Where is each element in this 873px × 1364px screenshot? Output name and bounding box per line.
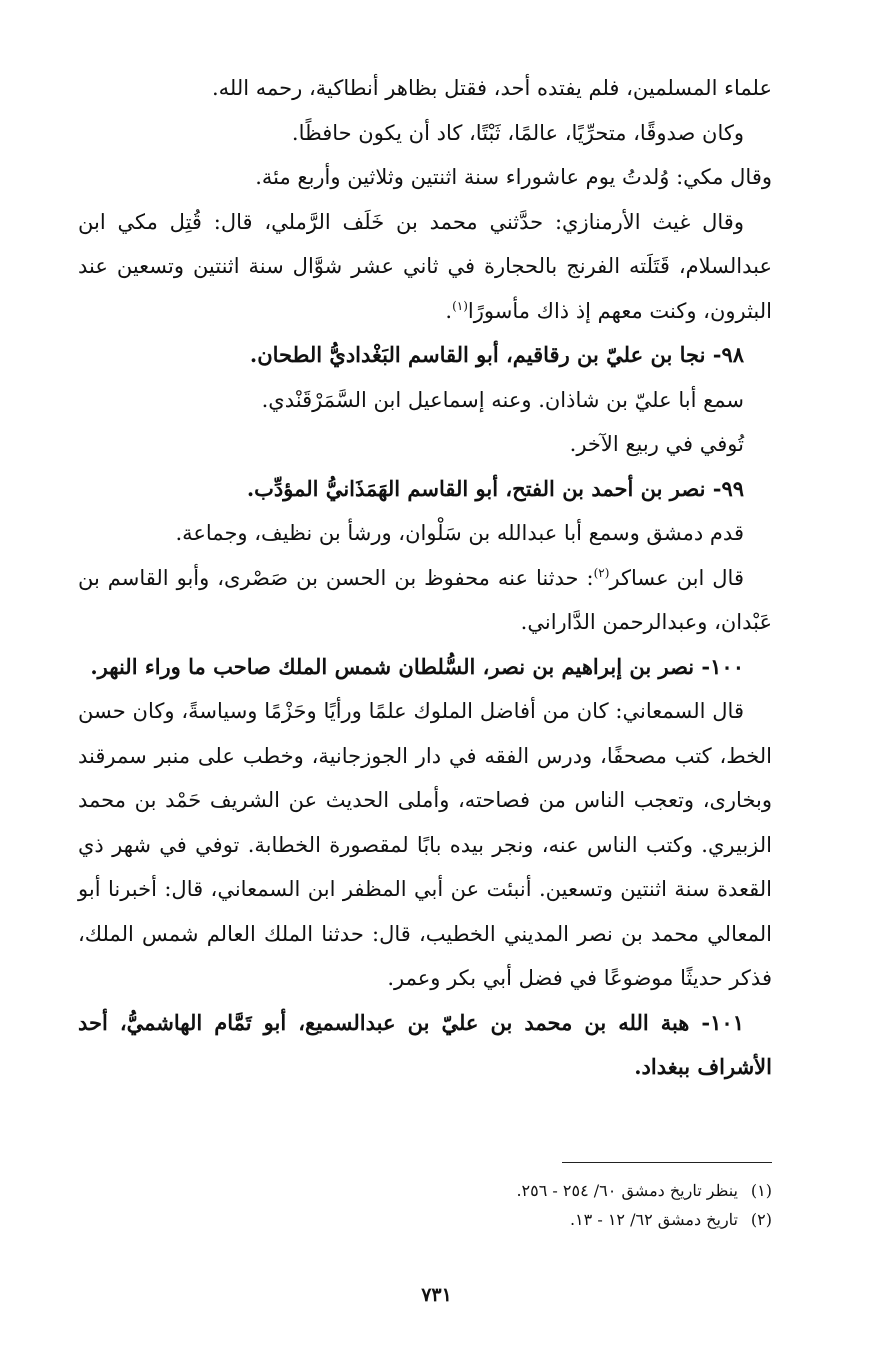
entry-98-paragraph-1: سمع أبا عليّ بن شاذان. وعنه إسماعيل ابن السَّمَرْقَنْدي. bbox=[261, 387, 744, 412]
footnote-ref-1: (١) bbox=[452, 298, 468, 313]
entry-heading-101: ١٠١- هبة الله بن محمد بن عليّ بن عبدالسميع، أبو تَمَّام الهاشميُّ، أحد الأشراف ببغداد. bbox=[78, 1009, 772, 1079]
footnote-1-text: ينظر تاريخ دمشق ٦٠/ ٢٥٤ - ٢٥٦. bbox=[516, 1181, 738, 1200]
entry-99-paragraph-1: قدم دمشق وسمع أبا عبدالله بن سَلْوان، ورشأ بن نظيف، وجماعة. bbox=[175, 521, 744, 545]
paragraph-2: وكان صدوقًا، متحرِّيًا، عالمًا، ثَبْتًا، كاد أن يكون حافظًا. bbox=[291, 120, 744, 145]
footnote-ref-2: (٢) bbox=[593, 565, 610, 580]
footnote-2-number: (٢) bbox=[750, 1210, 772, 1229]
main-text bbox=[78, 66, 772, 1090]
paragraph-4 bbox=[78, 200, 772, 334]
entry-100-paragraph-1: قال السمعاني: كان من أفاضل الملوك علمًا ورأيًا وحَزْمًا وسياسةً، وكان حسن الخط، كتب مصحفًا، ودرس الفقه في دار الجوزجانية، وخطب على منبر سمرقند وبخارى، وتعجب الناس من فصاحته، وأملى الحديث عن الشريف حَمْد بن محمد الزبيري. وكتب الناس عنه، ونجر بيده بابًا لمقصورة الخطابة. توفي في شهر ذي القعدة سنة اثنتين وتسعين. أنبئت عن أبي المظفر ابن السمعاني، قال: أخبرنا أبو المعالي محمد بن نصر المديني الخطيب، قال: حدثنا الملك العالم شمس الملك، فذكر حديثًا موضوعًا في فضل أبي بكر وعمر. bbox=[78, 699, 772, 990]
footnote-1-number: (١) bbox=[750, 1181, 772, 1200]
entry-99-paragraph-2-end: : حدثنا عنه محفوظ بن الحسن بن صَصْرى، وأبو القاسم بن عَبْدان، وعبدالرحمن الدَّاراني. bbox=[78, 565, 772, 634]
entry-98-paragraph-2: تُوفي في ربيع الآخر. bbox=[569, 432, 744, 456]
paragraph-3: وقال مكي: وُلدتُ يوم عاشوراء سنة اثنتين وثلاثين وأربع مئة. bbox=[255, 165, 772, 189]
entry-heading-98: ٩٨- نجا بن عليّ بن رقاقيم، أبو القاسم البَغْداديُّ الطحان. bbox=[249, 342, 744, 367]
entry-heading-99: ٩٩- نصر بن أحمد بن الفتح، أبو القاسم الهَمَذَانيُّ المؤدِّب. bbox=[246, 475, 744, 501]
footnote-2-text: تاريخ دمشق ٦٢/ ١٢ - ١٣. bbox=[569, 1210, 738, 1229]
footnote-1 bbox=[78, 1176, 772, 1205]
footnotes bbox=[78, 1176, 772, 1234]
page-number: ٧٣١ bbox=[421, 1284, 452, 1306]
entry-heading-100: ١٠٠- نصر بن إبراهيم بن نصر، السُّلطان شمس الملك صاحب ما وراء النهر. bbox=[90, 653, 744, 679]
footnote-2 bbox=[78, 1205, 772, 1234]
paragraph-1: علماء المسلمين، فلم يفتده أحد، فقتل بظاهر أنطاكية، رحمه الله. bbox=[211, 76, 772, 100]
footnote-divider bbox=[562, 1162, 772, 1163]
paragraph-4-end: . bbox=[445, 298, 453, 323]
entry-99-paragraph-2 bbox=[78, 556, 772, 645]
paragraph-4-text: وقال غيث الأرمنازي: حدَّثني محمد بن خَلَف الرَّملي، قال: قُتِل مكي ابن عبدالسلام، قَتَلَته الفرنج بالحجارة في ثاني عشر شوَّال سنة اثنتين وتسعين عند البثرون، وكنت معهم إذ ذاك مأسورًا bbox=[78, 209, 772, 323]
entry-99-paragraph-2-text: قال ابن عساكر bbox=[609, 565, 744, 590]
